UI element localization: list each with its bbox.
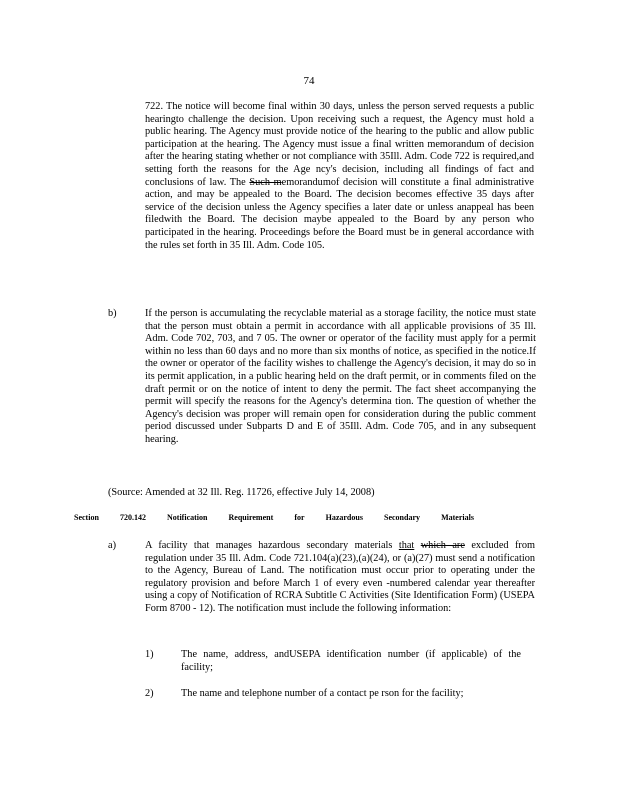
paragraph-text: 722. The notice will become final within 30 days, unless the person served requests a public hearingto challenge the decision. Upon receiving such a request, the Agency must hold a public hearing. The Agency must provide notice of the hearing to the public and allow public participation at the hearing. The Agency must issue a final written memorandum of decision after the hearing stating whether or not compliance with 35Ill. Adm. Code 722 is required,and setting forth the reasons for the Age ncy's decision, including all findings of fact and conclusions of law. The: [145, 101, 534, 188]
inserted-text: that: [398, 540, 415, 551]
item-a-text: [145, 540, 535, 616]
item-b-text: If the person is accumulating the recyclable material as a storage facility, the notice must state that the person must obtain a permit in accordance with all applicable provisions of 35 Ill. Adm. Code 702, 703, and 7 05. The owner or operator of the facility must apply for a permit within no less than 60 days and no more than six months of notice, as specified in the notice.If the owner or operator of the facility wishes to challenge the Agency's decision, it may do so in its permit application, in a public hearing held on the draft permit, or in comments filed on the draft permit or on the notice of intent to deny the permit. The fact sheet accompanying the permit will specify the reasons for the Agency's determina tion. The question of whether the Agency's decision was proper will remain open for consideration during the public comment period discussed under Subparts D and E of 35Ill. Adm. Code 705, and in any subsequent hearing.: [145, 308, 536, 445]
heading-word: for: [294, 513, 305, 522]
section-heading: [74, 513, 474, 522]
paragraph-722-notice: [145, 101, 534, 252]
struck-text: which are: [420, 540, 465, 551]
sub-item-text: The name, address, andUSEPA identification number (if applicable) of the facility;: [181, 649, 521, 673]
text-run: excluded from regulation under 35 Ill. Adm. Code 721.104(a)(23),(a)(24), or (a)(27) must send a notification to the Agency, Bureau of Land. The notification must occur prior to operating under the regulatory provision and before March 1 of every even -numbered calendar year thereafter using a copy of Notification of RCRA Subtitle C Activities (Site Identification Form) (USEPA Form 8700 - 12). The notification must include the following information:: [145, 540, 535, 614]
sub-item-marker: 2): [145, 688, 154, 699]
heading-word: Secondary: [384, 513, 420, 522]
section-label: Section: [74, 513, 99, 522]
item-a-marker: a): [108, 540, 116, 551]
struck-text: Such m: [249, 176, 282, 188]
heading-word: Materials: [441, 513, 474, 522]
item-b-marker: b): [108, 308, 117, 319]
paragraph-text-cont: emorandumof decision will constitute a final administrative action, and may be appealed to the Board. The decision becomes effective 35 days after service of the decision unless the Agency specifies a later date or unless anappeal has been filedwith the Board. The decision maybe appealed to the Board by any person who participated in the hearing. Proceedings before the Board must be in general accordance with the rules set forth in 35 Ill. Adm. Code 105.: [145, 176, 534, 251]
sub-item-marker: 1): [145, 649, 154, 660]
heading-word: Requirement: [228, 513, 274, 522]
page-number: 74: [303, 75, 315, 87]
heading-word: Notification: [167, 513, 208, 522]
source-note: (Source: Amended at 32 Ill. Reg. 11726, effective July 14, 2008): [108, 487, 375, 498]
section-number: 720.142: [119, 513, 146, 522]
sub-item-text: The name and telephone number of a contact pe rson for the facility;: [181, 688, 464, 699]
heading-word: Hazardous: [325, 513, 363, 522]
text-run: A facility that manages hazardous secondary materials: [145, 540, 399, 551]
